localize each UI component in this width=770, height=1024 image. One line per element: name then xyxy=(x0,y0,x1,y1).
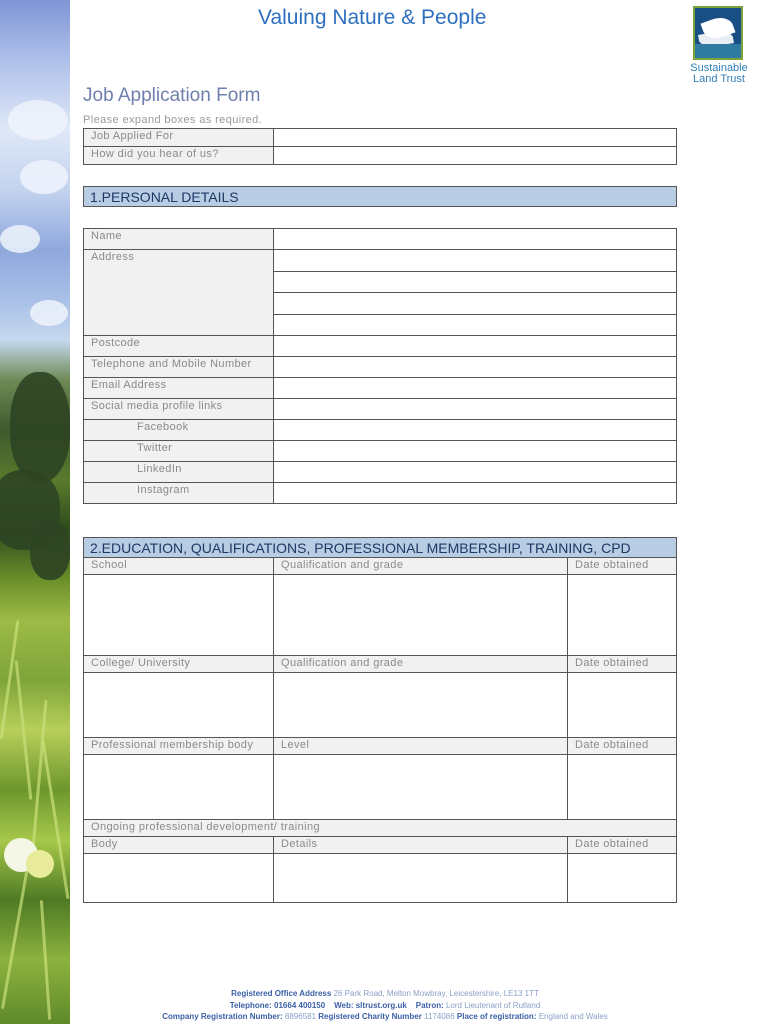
table-row xyxy=(83,820,677,837)
phone-label: Telephone and Mobile Number xyxy=(84,357,274,378)
table-row xyxy=(83,575,677,656)
school-date-field[interactable] xyxy=(567,575,677,656)
social-media-label: Social media profile links xyxy=(84,399,274,420)
personal-details-table xyxy=(83,228,677,504)
personal-details-heading: 1.PERSONAL DETAILS xyxy=(83,186,677,207)
education-table xyxy=(83,558,677,903)
cpd-body-header: Body xyxy=(83,837,273,854)
table-row xyxy=(84,378,677,399)
cpd-details-header: Details xyxy=(273,837,567,854)
twitter-label: Twitter xyxy=(84,441,274,462)
college-date-header: Date obtained xyxy=(567,656,677,673)
school-date-header: Date obtained xyxy=(567,558,677,575)
postcode-label: Postcode xyxy=(84,336,274,357)
membership-date-field[interactable] xyxy=(567,755,677,820)
email-field[interactable] xyxy=(274,378,677,399)
cpd-details-field[interactable] xyxy=(273,854,567,903)
patron-value: Lord Lieutenant of Rutland xyxy=(445,1000,541,1010)
telephone-value: 01664 400150 xyxy=(274,1000,326,1010)
instagram-field[interactable] xyxy=(274,483,677,504)
name-field[interactable] xyxy=(274,229,677,250)
membership-level-header: Level xyxy=(273,738,567,755)
college-date-field[interactable] xyxy=(567,673,677,738)
side-landscape-photo xyxy=(0,0,70,1024)
school-header: School xyxy=(83,558,273,575)
email-label: Email Address xyxy=(84,378,274,399)
place-value: England and Wales xyxy=(538,1012,608,1021)
table-row xyxy=(84,336,677,357)
web-link[interactable]: sltrust.org.uk xyxy=(355,1000,407,1010)
school-field[interactable] xyxy=(83,575,273,656)
table-row xyxy=(83,656,677,673)
table-row xyxy=(83,854,677,903)
cpd-body-field[interactable] xyxy=(83,854,273,903)
patron-label: Patron: xyxy=(415,1000,444,1010)
phone-field[interactable] xyxy=(274,357,677,378)
table-row xyxy=(84,420,677,441)
footer xyxy=(0,988,770,1023)
table-row xyxy=(84,441,677,462)
address-line-2-field[interactable] xyxy=(274,271,677,293)
charity-value: 1174086 xyxy=(424,1012,455,1021)
linkedin-label: LinkedIn xyxy=(84,462,274,483)
charity-label: Registered Charity Number xyxy=(318,1012,422,1021)
place-label: Place of registration: xyxy=(456,1012,537,1021)
banner-title: Valuing Nature & People xyxy=(258,6,487,29)
table-row xyxy=(84,483,677,504)
logo-text xyxy=(686,63,752,85)
footer-line-3 xyxy=(0,1011,770,1023)
job-info-table xyxy=(83,128,677,165)
job-applied-label: Job Applied For xyxy=(84,129,274,147)
linkedin-field[interactable] xyxy=(274,462,677,483)
college-field[interactable] xyxy=(83,673,273,738)
address-line-1-field[interactable] xyxy=(274,250,677,272)
cpd-title: Ongoing professional development/ training xyxy=(83,820,677,837)
sustainable-land-trust-logo xyxy=(686,6,752,86)
logo-mark-icon xyxy=(693,6,743,60)
logo-line-2: Land Trust xyxy=(693,73,745,85)
company-value: 8896581 xyxy=(284,1012,317,1021)
office-label: Registered Office Address xyxy=(231,989,332,998)
table-row xyxy=(84,462,677,483)
social-media-field[interactable] xyxy=(274,399,677,420)
table-row xyxy=(84,357,677,378)
cpd-date-field[interactable] xyxy=(567,854,677,903)
college-qualification-header: Qualification and grade xyxy=(273,656,567,673)
address-label: Address xyxy=(84,250,274,336)
table-row xyxy=(84,229,677,250)
table-row xyxy=(83,837,677,854)
job-applied-field[interactable] xyxy=(274,129,677,147)
school-qualification-field[interactable] xyxy=(273,575,567,656)
footer-line-1 xyxy=(0,988,770,1000)
membership-body-header: Professional membership body xyxy=(83,738,273,755)
footer-line-2 xyxy=(0,1000,770,1012)
school-qualification-header: Qualification and grade xyxy=(273,558,567,575)
web-label: Web: xyxy=(334,1000,354,1010)
postcode-field[interactable] xyxy=(274,336,677,357)
form-note: Please expand boxes as required. xyxy=(83,114,263,126)
office-value: 26 Park Road, Melton Mowbray, Leicestershire, LE13 1TT xyxy=(333,989,539,998)
membership-level-field[interactable] xyxy=(273,755,567,820)
twitter-field[interactable] xyxy=(274,441,677,462)
college-qualification-field[interactable] xyxy=(273,673,567,738)
telephone-label: Telephone: xyxy=(229,1000,272,1010)
table-row xyxy=(84,129,677,147)
facebook-label: Facebook xyxy=(84,420,274,441)
membership-date-header: Date obtained xyxy=(567,738,677,755)
heard-of-us-label: How did you hear of us? xyxy=(84,147,274,165)
table-row xyxy=(83,673,677,738)
facebook-field[interactable] xyxy=(274,420,677,441)
cpd-date-header: Date obtained xyxy=(567,837,677,854)
address-line-3-field[interactable] xyxy=(274,293,677,315)
address-line-4-field[interactable] xyxy=(274,314,677,336)
college-header: College/ University xyxy=(83,656,273,673)
table-row xyxy=(83,738,677,755)
form-title: Job Application Form xyxy=(83,85,261,106)
heard-of-us-field[interactable] xyxy=(274,147,677,165)
table-row xyxy=(83,558,677,575)
table-row xyxy=(83,755,677,820)
table-row xyxy=(84,147,677,165)
education-heading: 2.EDUCATION, QUALIFICATIONS, PROFESSIONAL MEMBERSHIP, TRAINING, CPD xyxy=(83,537,677,558)
name-label: Name xyxy=(84,229,274,250)
table-row xyxy=(84,399,677,420)
logo-line-1: Sustainable xyxy=(690,62,748,74)
membership-body-field[interactable] xyxy=(83,755,273,820)
table-row xyxy=(84,250,677,272)
company-label: Company Registration Number: xyxy=(162,1012,283,1021)
instagram-label: Instagram xyxy=(84,483,274,504)
